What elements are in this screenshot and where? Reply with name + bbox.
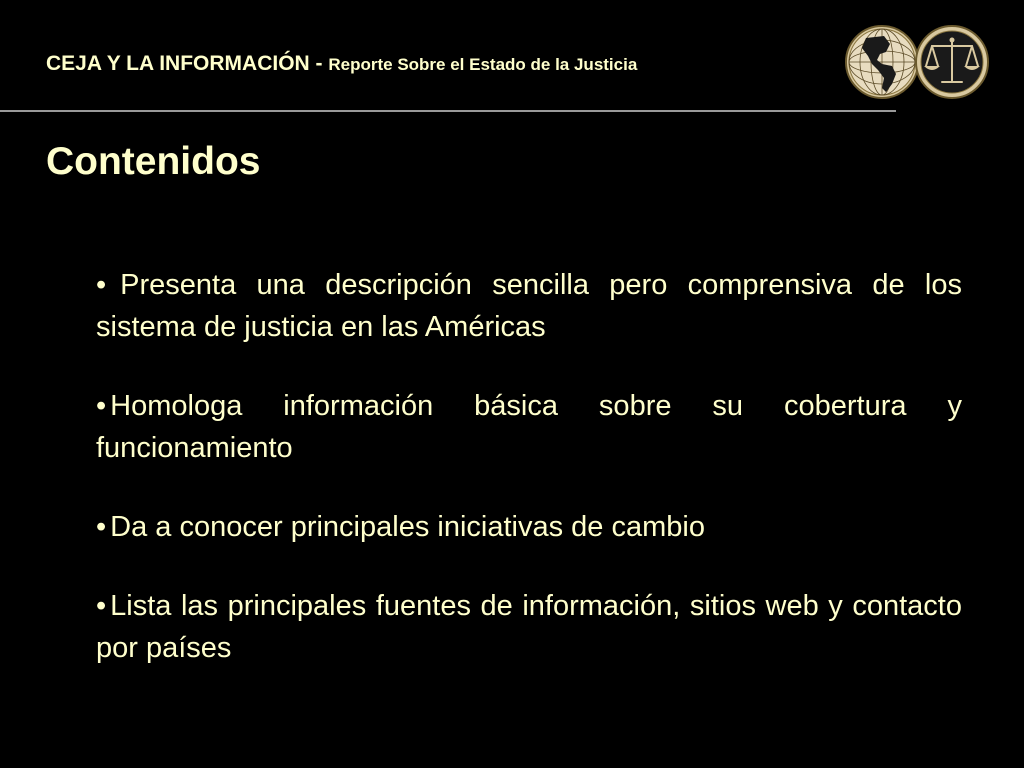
header-title	[46, 52, 637, 76]
globe-americas-icon	[844, 24, 920, 100]
page-title: Contenidos	[46, 140, 261, 183]
bullet-text: Lista las principales fuentes de información, sitios web y contacto por países	[96, 590, 962, 664]
bullet-item	[96, 385, 962, 469]
bullet-text: Presenta una descripción sencilla pero comprensiva de los sistema de justicia en las Américas	[96, 269, 962, 343]
bullet-dot: •	[96, 269, 107, 301]
header-title-main: CEJA Y LA INFORMACIÓN -	[46, 52, 329, 75]
bullet-item	[96, 585, 962, 669]
bullet-text: Homologa información básica sobre su cobertura y funcionamiento	[96, 390, 962, 464]
bullet-item	[96, 264, 962, 348]
bullet-text: Da a conocer principales iniciativas de cambio	[110, 511, 705, 543]
bullet-list	[96, 264, 962, 669]
header-title-sub: Reporte Sobre el Estado de la Justicia	[328, 55, 638, 74]
bullet-dot: •	[96, 390, 107, 422]
bullet-dot: •	[96, 511, 107, 543]
header-divider	[0, 110, 896, 112]
scales-of-justice-icon	[914, 24, 990, 100]
bullet-dot: •	[96, 590, 107, 622]
bullet-item	[96, 506, 962, 548]
